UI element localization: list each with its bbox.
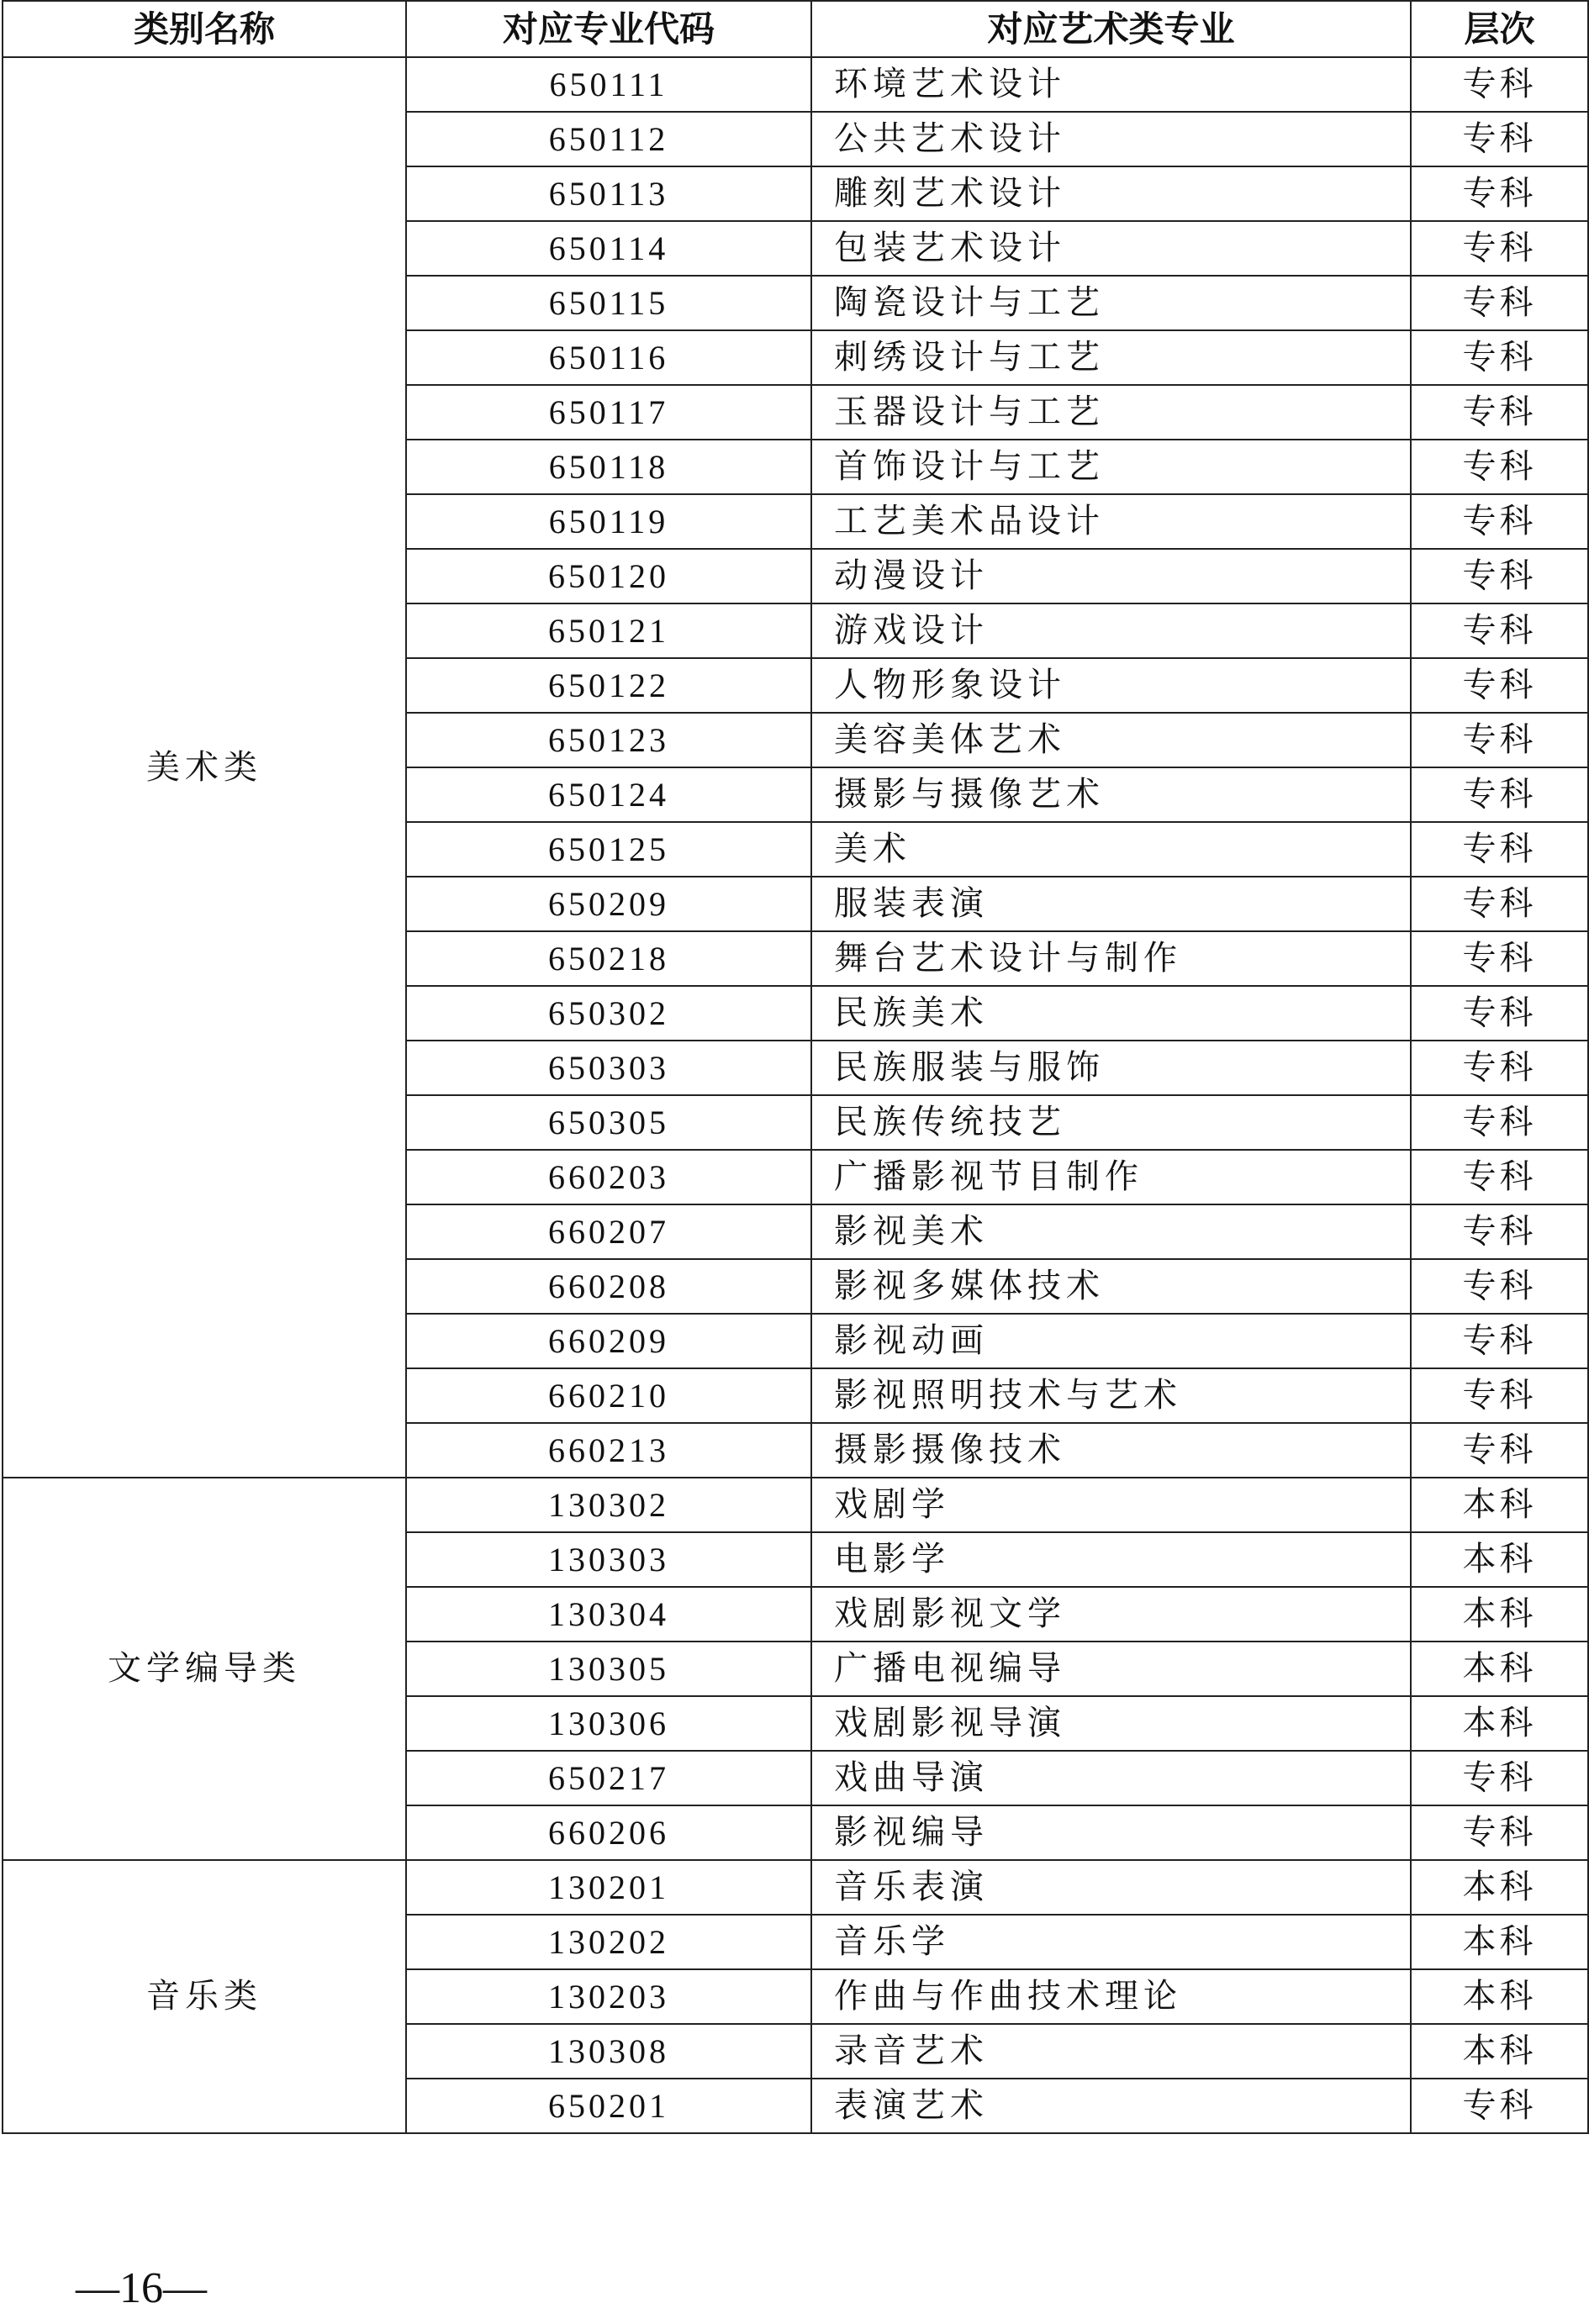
table-row xyxy=(3,1478,1588,1532)
code-cell: 650120 xyxy=(406,549,811,603)
level-cell: 专科 xyxy=(1411,440,1588,494)
code-cell: 130303 xyxy=(406,1532,811,1587)
code-cell: 650111 xyxy=(406,57,811,112)
code-cell: 130304 xyxy=(406,1587,811,1642)
level-cell: 专科 xyxy=(1411,1751,1588,1805)
level-cell: 专科 xyxy=(1411,1423,1588,1478)
major-cell: 音乐学 xyxy=(811,1915,1411,1969)
code-cell: 660208 xyxy=(406,1259,811,1314)
level-cell: 专科 xyxy=(1411,385,1588,440)
code-cell: 130203 xyxy=(406,1969,811,2024)
major-cell: 民族传统技艺 xyxy=(811,1095,1411,1150)
code-cell: 650124 xyxy=(406,767,811,822)
level-cell: 本科 xyxy=(1411,1532,1588,1587)
level-cell: 本科 xyxy=(1411,1696,1588,1751)
code-cell: 130305 xyxy=(406,1642,811,1696)
major-cell: 刺绣设计与工艺 xyxy=(811,330,1411,385)
major-cell: 影视编导 xyxy=(811,1805,1411,1860)
major-cell: 动漫设计 xyxy=(811,549,1411,603)
table-header-row xyxy=(3,1,1588,57)
code-cell: 650118 xyxy=(406,440,811,494)
major-cell: 公共艺术设计 xyxy=(811,112,1411,166)
code-cell: 650125 xyxy=(406,822,811,877)
level-cell: 专科 xyxy=(1411,494,1588,549)
major-cell: 人物形象设计 xyxy=(811,658,1411,713)
level-cell: 专科 xyxy=(1411,931,1588,986)
level-cell: 专科 xyxy=(1411,767,1588,822)
level-cell: 本科 xyxy=(1411,1969,1588,2024)
major-cell: 音乐表演 xyxy=(811,1860,1411,1915)
level-cell: 本科 xyxy=(1411,1642,1588,1696)
level-cell: 专科 xyxy=(1411,1095,1588,1150)
code-cell: 650218 xyxy=(406,931,811,986)
table-body xyxy=(3,57,1588,2133)
category-cell: 文学编导类 xyxy=(3,1478,406,1860)
major-cell: 民族美术 xyxy=(811,986,1411,1041)
code-cell: 130202 xyxy=(406,1915,811,1969)
level-cell: 专科 xyxy=(1411,57,1588,112)
code-cell: 660210 xyxy=(406,1368,811,1423)
table-row xyxy=(3,57,1588,112)
major-cell: 服装表演 xyxy=(811,877,1411,931)
major-cell: 摄影摄像技术 xyxy=(811,1423,1411,1478)
major-cell: 广播影视节目制作 xyxy=(811,1150,1411,1204)
major-cell: 环境艺术设计 xyxy=(811,57,1411,112)
code-cell: 650121 xyxy=(406,603,811,658)
level-cell: 专科 xyxy=(1411,1041,1588,1095)
major-cell: 摄影与摄像艺术 xyxy=(811,767,1411,822)
major-cell: 美术 xyxy=(811,822,1411,877)
major-cell: 电影学 xyxy=(811,1532,1411,1587)
major-cell: 戏曲导演 xyxy=(811,1751,1411,1805)
level-cell: 专科 xyxy=(1411,276,1588,330)
code-cell: 660209 xyxy=(406,1314,811,1368)
code-cell: 650217 xyxy=(406,1751,811,1805)
major-cell: 戏剧学 xyxy=(811,1478,1411,1532)
level-cell: 专科 xyxy=(1411,221,1588,276)
major-cell: 民族服装与服饰 xyxy=(811,1041,1411,1095)
header-code: 对应专业代码 xyxy=(406,1,811,57)
code-cell: 650122 xyxy=(406,658,811,713)
level-cell: 专科 xyxy=(1411,1805,1588,1860)
code-cell: 650305 xyxy=(406,1095,811,1150)
level-cell: 专科 xyxy=(1411,1259,1588,1314)
code-cell: 650201 xyxy=(406,2079,811,2133)
major-cell: 影视照明技术与艺术 xyxy=(811,1368,1411,1423)
code-cell: 650302 xyxy=(406,986,811,1041)
major-cell: 包装艺术设计 xyxy=(811,221,1411,276)
table-row xyxy=(3,1860,1588,1915)
major-cell: 表演艺术 xyxy=(811,2079,1411,2133)
major-cell: 戏剧影视文学 xyxy=(811,1587,1411,1642)
code-cell: 660213 xyxy=(406,1423,811,1478)
level-cell: 专科 xyxy=(1411,2079,1588,2133)
page-number: —16— xyxy=(76,2264,207,2312)
major-cell: 陶瓷设计与工艺 xyxy=(811,276,1411,330)
code-cell: 650113 xyxy=(406,166,811,221)
header-category: 类别名称 xyxy=(3,1,406,57)
level-cell: 专科 xyxy=(1411,1368,1588,1423)
level-cell: 专科 xyxy=(1411,1204,1588,1259)
code-cell: 130302 xyxy=(406,1478,811,1532)
major-cell: 作曲与作曲技术理论 xyxy=(811,1969,1411,2024)
major-cell: 工艺美术品设计 xyxy=(811,494,1411,549)
code-cell: 650115 xyxy=(406,276,811,330)
level-cell: 专科 xyxy=(1411,549,1588,603)
major-cell: 广播电视编导 xyxy=(811,1642,1411,1696)
level-cell: 专科 xyxy=(1411,986,1588,1041)
code-cell: 650303 xyxy=(406,1041,811,1095)
major-cell: 玉器设计与工艺 xyxy=(811,385,1411,440)
major-cell: 游戏设计 xyxy=(811,603,1411,658)
level-cell: 本科 xyxy=(1411,1587,1588,1642)
level-cell: 专科 xyxy=(1411,112,1588,166)
level-cell: 本科 xyxy=(1411,1478,1588,1532)
code-cell: 650114 xyxy=(406,221,811,276)
code-cell: 650116 xyxy=(406,330,811,385)
level-cell: 专科 xyxy=(1411,658,1588,713)
level-cell: 本科 xyxy=(1411,2024,1588,2079)
category-cell: 音乐类 xyxy=(3,1860,406,2133)
code-cell: 660206 xyxy=(406,1805,811,1860)
level-cell: 专科 xyxy=(1411,166,1588,221)
level-cell: 专科 xyxy=(1411,713,1588,767)
code-cell: 130308 xyxy=(406,2024,811,2079)
level-cell: 专科 xyxy=(1411,603,1588,658)
level-cell: 专科 xyxy=(1411,877,1588,931)
major-cell: 戏剧影视导演 xyxy=(811,1696,1411,1751)
code-cell: 130306 xyxy=(406,1696,811,1751)
level-cell: 本科 xyxy=(1411,1860,1588,1915)
major-cell: 影视美术 xyxy=(811,1204,1411,1259)
level-cell: 本科 xyxy=(1411,1915,1588,1969)
code-cell: 660203 xyxy=(406,1150,811,1204)
major-cell: 雕刻艺术设计 xyxy=(811,166,1411,221)
code-cell: 650119 xyxy=(406,494,811,549)
major-cell: 录音艺术 xyxy=(811,2024,1411,2079)
level-cell: 专科 xyxy=(1411,1150,1588,1204)
header-major: 对应艺术类专业 xyxy=(811,1,1411,57)
level-cell: 专科 xyxy=(1411,1314,1588,1368)
code-cell: 660207 xyxy=(406,1204,811,1259)
code-cell: 650117 xyxy=(406,385,811,440)
level-cell: 专科 xyxy=(1411,822,1588,877)
code-cell: 650209 xyxy=(406,877,811,931)
art-major-table xyxy=(2,0,1589,2134)
code-cell: 650112 xyxy=(406,112,811,166)
major-cell: 舞台艺术设计与制作 xyxy=(811,931,1411,986)
major-cell: 影视动画 xyxy=(811,1314,1411,1368)
code-cell: 130201 xyxy=(406,1860,811,1915)
major-cell: 影视多媒体技术 xyxy=(811,1259,1411,1314)
level-cell: 专科 xyxy=(1411,330,1588,385)
category-cell: 美术类 xyxy=(3,57,406,1478)
header-level: 层次 xyxy=(1411,1,1588,57)
code-cell: 650123 xyxy=(406,713,811,767)
major-cell: 美容美体艺术 xyxy=(811,713,1411,767)
major-cell: 首饰设计与工艺 xyxy=(811,440,1411,494)
